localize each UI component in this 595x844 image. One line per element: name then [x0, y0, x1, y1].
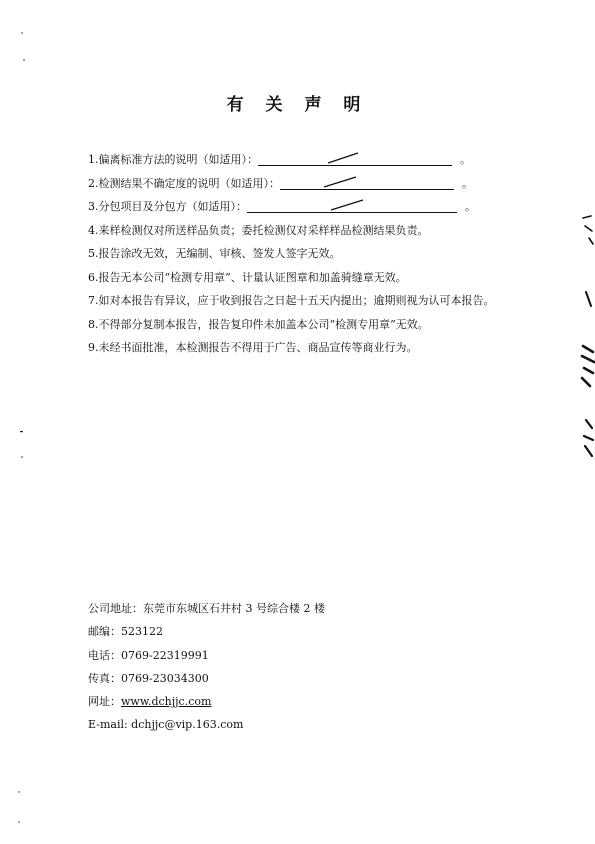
statement-text: 2.检测结果不确定度的说明（如适用）：: [88, 176, 280, 190]
fill-in-blank: [247, 198, 457, 213]
statement-item-8: 8.不得部分复制本报告，报告复印件未加盖本公司“检测专用章”无效。: [88, 317, 429, 331]
statement-item-3: [88, 195, 568, 219]
statement-item-4: 4.来样检测仅对所送样品负责；委托检测仅对采样样品检测结果负责。: [88, 223, 429, 237]
email: E-mail: dchjjc@vip.163.com: [88, 718, 244, 732]
fax: 传真：0769-23034300: [88, 671, 209, 685]
end-mark: 。: [460, 153, 471, 166]
statement-text: 3.分包项目及分包方（如适用）：: [88, 200, 247, 213]
contact-block: [88, 597, 325, 737]
fill-in-blank: [280, 175, 454, 190]
statement-item-5: 5.报告涂改无效，无编制、审核、签发人签字无效。: [88, 247, 341, 260]
strike-mark: [258, 151, 452, 165]
end-mark: 。: [462, 176, 473, 190]
postcode: 邮编：523122: [88, 625, 163, 639]
statement-list: [88, 148, 568, 360]
website-row: [88, 690, 325, 713]
website-label: 网址：: [88, 695, 121, 709]
fill-in-blank: [258, 151, 452, 166]
statement-item-1: [88, 148, 568, 172]
statement-item-6: 6.报告无本公司“检测专用章”、计量认证图章和加盖骑缝章无效。: [88, 270, 407, 284]
website-link[interactable]: www.dchjjc.com: [121, 695, 212, 709]
strike-mark: [280, 175, 454, 189]
statement-item-7: 7.如对本报告有异议，应于收到报告之日起十五天内提出；逾期则视为认可本报告。: [88, 294, 495, 307]
phone: 电话：0769-22319991: [88, 648, 209, 662]
strike-mark: [247, 198, 457, 212]
end-mark: 。: [465, 200, 476, 213]
company-address: 公司地址：东莞市东城区石井村 3 号综合楼 2 楼: [88, 602, 325, 615]
page-title: 有 关 声 明: [226, 95, 369, 115]
statement-item-9: 9.未经书面批准，本检测报告不得用于广告、商品宣传等商业行为。: [88, 341, 418, 354]
statement-text: 1.偏离标准方法的说明（如适用）：: [88, 153, 258, 166]
statement-item-2: [88, 172, 568, 196]
